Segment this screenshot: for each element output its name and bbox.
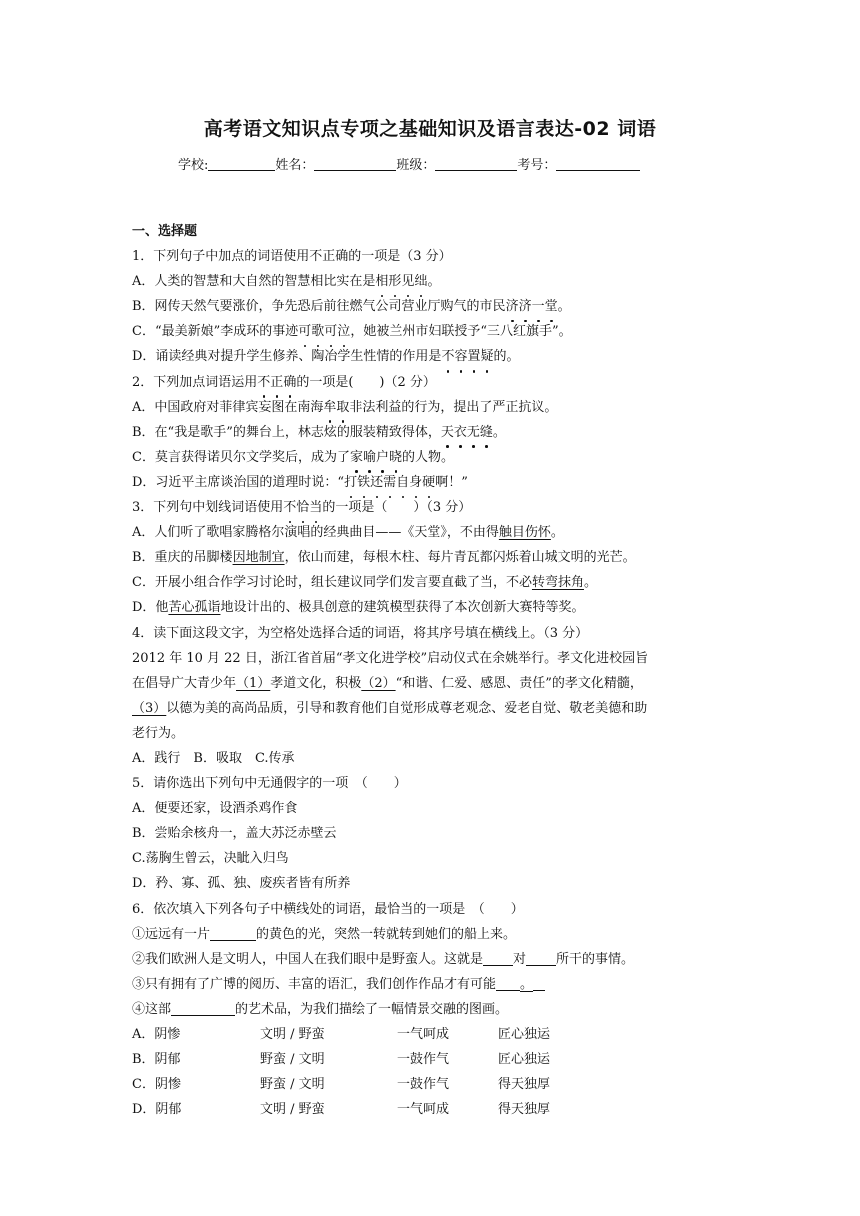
q3-d-text: D．他 <box>132 600 169 616</box>
q6-option-cell: 匠心独运 <box>498 1027 551 1042</box>
q5-option-d: D．矜、寡、孤、独、废疾者皆有所养 <box>132 876 351 892</box>
q1-b-end: 。 <box>557 299 571 315</box>
q1-b-dotted-word: 济济一堂 <box>506 299 558 314</box>
q2-d-text: D．习近平主席谈治国的道理时说：“ <box>132 474 345 490</box>
q5-option-c: C.荡胸生曾云，决眦入归鸟 <box>132 851 289 867</box>
q6-s1-end: 的黄色的光，突然一转就转到她们的船上来。 <box>256 926 517 942</box>
q6-option-cell: 野蛮 / 文明 <box>260 1077 325 1093</box>
exam-no-label: 考号： <box>517 158 557 173</box>
q6-s2-text: ②我们欧洲人是文明人，中国人在我们眼中是野蛮人。这就是 <box>132 951 484 967</box>
exam-no-blank <box>556 156 640 171</box>
q1-a-end: 。 <box>427 274 441 290</box>
q6-option-row <box>132 1047 742 1072</box>
q6-option-cell: 得天独厚 <box>498 1077 551 1093</box>
q4-options: A．践行 B．吸取 C.传承 <box>132 750 295 766</box>
q4-passage-line-3 <box>132 696 742 721</box>
q1-a-dotted-word: 相形见绌 <box>375 274 427 289</box>
q6-option-cell: 文明 / 野蛮 <box>260 1027 325 1042</box>
q6-option-cell: 文明 / 野蛮 <box>260 1102 325 1118</box>
q4-stem: 4．读下面这段文字，为空格处选择合适的词语，将其序号填在横线上。（3 分） <box>132 625 589 641</box>
q4-passage-line-4: 老行为。 <box>132 725 185 741</box>
q6-s3-text: ③只有拥有了广博的阅历、丰富的语汇，我们创作作品才有可能 <box>132 976 497 992</box>
q2-option-b <box>132 420 742 445</box>
q2-b-end: 。 <box>492 424 506 440</box>
q4-p2-end: “和谐、仁爱、感恩、责任”的孝文化精髓， <box>395 675 643 691</box>
q1-option-d <box>132 344 742 369</box>
q3-option-c <box>132 570 742 595</box>
q6-s1-text: ①远远有一片 <box>132 926 211 942</box>
q3-d-underlined-word: 苦心孤诣 <box>168 600 221 616</box>
q1-b-text: B．网传天然气要涨价，争先恐后前往燃气公司营业厅购气的市民 <box>132 299 506 315</box>
q6-option-cell: 一气呵成 <box>397 1027 450 1042</box>
q2-option-a <box>132 395 742 420</box>
q6-sentence-1 <box>132 922 742 947</box>
q6-options-table <box>132 1022 742 1122</box>
q6-s3-blank-tail <box>533 976 545 991</box>
q1-c-dotted-word: 可歌可泣 <box>298 324 350 339</box>
q2-option-c <box>132 445 742 470</box>
q1-c-end: ，她被兰州市妇联授予“三八红旗手”。 <box>350 324 572 340</box>
q6-option-cell: 一气呵成 <box>397 1102 450 1118</box>
q2-stem-dotted-word: 不正确 <box>257 375 296 390</box>
q2-c-end: 的人物。 <box>402 449 455 465</box>
q3-option-b <box>132 545 742 570</box>
q6-s2-blank-2 <box>526 951 556 966</box>
q1-stem: 1．下列句子中加点的词语使用不正确的一项是（3 分） <box>132 249 452 265</box>
q3-c-underlined-word: 转弯抹角 <box>531 575 584 591</box>
q4-p2-text: 在倡导广大青少年 <box>132 675 237 691</box>
q6-stem: 6．依次填入下列各句子中横线处的词语，最恰当的一项是 （ ） <box>132 901 524 917</box>
q5-stem: 5．请你选出下列句中无通假字的一项 （ ） <box>132 776 407 792</box>
q2-d-end: 啊！” <box>435 474 468 490</box>
q3-a-underlined-word: 触目伤怀 <box>498 525 551 541</box>
q4-p2-mid: 孝道文化，积极 <box>270 675 362 691</box>
q2-c-dotted-word: 家喻户晓 <box>350 450 402 465</box>
q6-s4-text: ④这部 <box>132 1001 172 1017</box>
page-title: 高考语文知识点专项之基础知识及语言表达-02 词语 <box>203 118 657 140</box>
q2-a-dotted-word: 牟取 <box>323 400 349 415</box>
q3-b-text: B．重庆的吊脚楼 <box>132 550 233 566</box>
q1-d-text: D．诵读经典对提升学生修养、陶冶学生性情的作用是 <box>132 349 442 365</box>
q5-option-b: B．尝贻余核舟一，盖大苏泛赤壁云 <box>132 826 337 842</box>
class-blank <box>435 156 517 171</box>
q1-d-dotted-word: 不容置疑 <box>441 349 493 364</box>
q3-c-text: C．开展小组合作学习讨论时，组长建议同学们发言要直截了当，不必 <box>132 575 532 591</box>
q3-a-end: 。 <box>550 525 564 541</box>
q2-stem <box>132 370 742 395</box>
q5-option-a: A．便要还家，设酒杀鸡作食 <box>132 801 298 817</box>
name-label: 姓名： <box>275 158 315 173</box>
name-blank <box>314 156 396 171</box>
q4-blank-2: （2） <box>361 675 396 691</box>
q2-c-text: C．莫言获得诺贝尔文学奖后，成为了 <box>132 449 350 465</box>
q6-s3-blank <box>496 976 520 991</box>
student-info-line <box>178 154 640 173</box>
q4-passage-line-1: 2012 年 10 月 22 日，浙江省首届“孝文化进学校”启动仪式在余姚举行。孝文化进校园旨 <box>132 650 649 666</box>
q3-stem <box>132 495 742 520</box>
question-content <box>132 219 742 1122</box>
q2-b-dotted-word: 天衣无缝 <box>441 425 493 440</box>
q6-option-cell: 匠心独运 <box>498 1052 551 1068</box>
q6-option-cell: B．阴郁 <box>132 1052 181 1068</box>
q6-option-cell: 一鼓作气 <box>397 1052 450 1068</box>
q3-c-end: 。 <box>583 575 597 591</box>
q3-stem-end: 的一项是（ ）（3 分） <box>322 500 472 516</box>
q6-s2-end: 所干的事情。 <box>556 951 635 967</box>
q2-a-text: A．中国政府对菲律宾妄图在南海 <box>132 399 324 415</box>
q1-option-b <box>132 294 742 319</box>
q2-d-dotted-word: 打铁还需自身硬 <box>344 475 435 490</box>
q3-stem-dotted-word: 不恰当 <box>283 500 322 515</box>
class-label: 班级： <box>396 158 436 173</box>
q6-s2-blank-1 <box>483 951 513 966</box>
q3-option-a <box>132 520 742 545</box>
q3-a-text: A．人们听了歌唱家腾格尔演唱的经典曲目——《天堂》，不由得 <box>132 525 499 541</box>
q6-option-cell: 野蛮 / 文明 <box>260 1052 325 1068</box>
q2-b-text: B．在“我是歌手”的舞台上，林志炫的服装精致得体， <box>132 424 441 440</box>
q4-blank-3: （3） <box>132 700 167 716</box>
q6-option-cell: C．阴惨 <box>132 1077 181 1093</box>
q6-sentence-4 <box>132 997 742 1022</box>
q2-a-end: 非法利益的行为，提出了严正抗议。 <box>349 399 558 415</box>
q1-d-end: 的。 <box>493 349 520 365</box>
q1-option-a <box>132 269 742 294</box>
section-heading: 一、选择题 <box>132 224 198 239</box>
q2-stem-end: 的一项是( )（2 分） <box>296 374 436 390</box>
q6-s3-end: 。 <box>520 976 534 992</box>
q6-s2-mid: 对 <box>513 951 527 967</box>
q6-option-row <box>132 1022 742 1047</box>
q6-s1-blank <box>210 926 256 941</box>
school-blank <box>208 156 275 171</box>
q2-option-d <box>132 470 742 495</box>
q3-stem-text: 3．下列句中划线词语使用 <box>132 500 284 516</box>
q6-option-row <box>132 1097 742 1122</box>
q6-s4-blank <box>171 1001 235 1016</box>
q6-s4-end: 的艺术品，为我们描绘了一幅情景交融的图画。 <box>235 1001 509 1017</box>
q6-option-row <box>132 1072 742 1097</box>
q4-passage-line-2 <box>132 671 742 696</box>
school-label: 学校: <box>178 158 209 173</box>
q2-stem-text: 2．下列加点词语运用 <box>132 374 258 390</box>
q6-option-cell: 一鼓作气 <box>397 1077 450 1093</box>
q6-sentence-2 <box>132 947 742 972</box>
q3-option-d <box>132 595 742 620</box>
q1-option-c <box>132 319 742 344</box>
q1-c-text: C．“最美新娘”李成环的事迹 <box>132 324 299 340</box>
q6-option-cell: 得天独厚 <box>498 1102 551 1118</box>
q3-b-underlined-word: 因地制宜 <box>232 550 285 566</box>
q6-sentence-3 <box>132 972 742 997</box>
q6-option-cell: A．阴惨 <box>132 1027 181 1042</box>
q1-a-text: A．人类的智慧和大自然的智慧相比实在是 <box>132 274 376 290</box>
q3-d-end: 地设计出的、极具创意的建筑模型获得了本次创新大赛特等奖。 <box>220 600 585 616</box>
q4-p3-text: 以德为美的高尚品质，引导和教育他们自觉形成尊老观念、爱老自觉、敬老美德和助 <box>166 700 648 716</box>
q4-blank-1: （1） <box>236 675 271 691</box>
q6-option-cell: D．阴郁 <box>132 1102 182 1118</box>
q3-b-end: ，依山而建，每根木柱、每片青瓦都闪烁着山城文明的光芒。 <box>284 550 636 566</box>
